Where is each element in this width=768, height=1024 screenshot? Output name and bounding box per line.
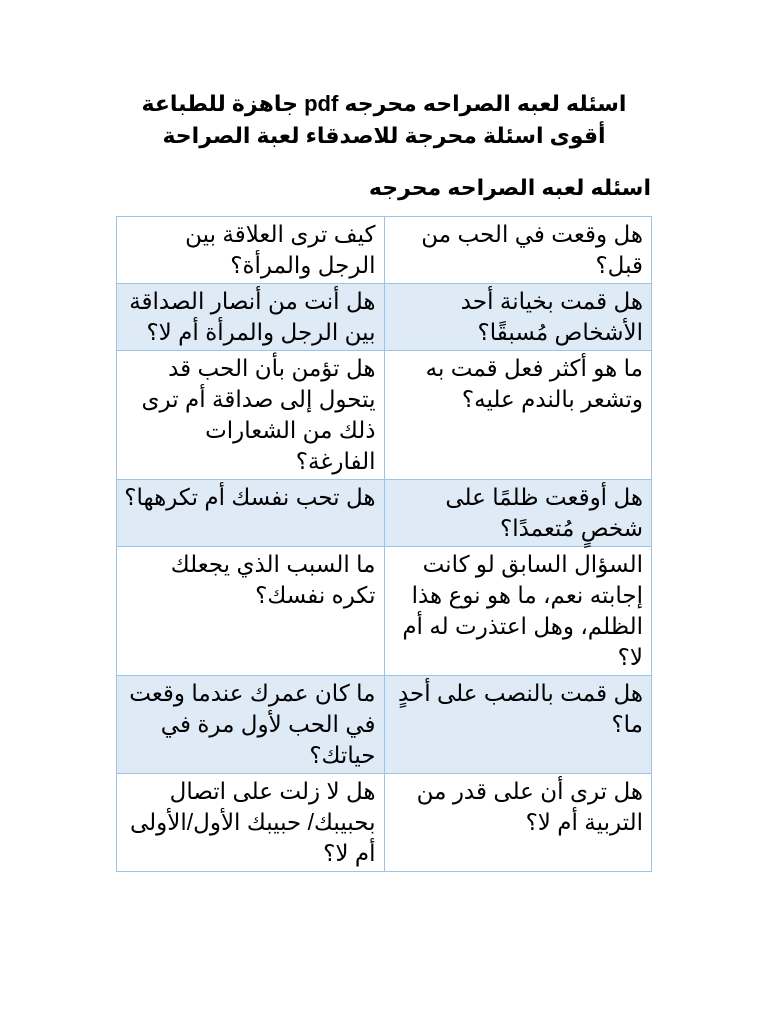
question-cell: هل لا زلت على اتصال بحبيبك/ حبيبك الأول/الأولى أم لا؟ [117,774,385,872]
question-cell: هل وقعت في الحب من قبل؟ [384,217,652,284]
question-cell: هل تؤمن بأن الحب قد يتحول إلى صداقة أم ترى ذلك من الشعارات الفارغة؟ [117,351,385,480]
question-cell: ما هو أكثر فعل قمت به وتشعر بالندم عليه؟ [384,351,652,480]
question-cell: هل أوقعت ظلمًا على شخصٍ مُتعمدًا؟ [384,480,652,547]
question-cell: كيف ترى العلاقة بين الرجل والمرأة؟ [117,217,385,284]
document-title-line-2: أقوى اسئلة محرجة للاصدقاء لعبة الصراحة [162,123,606,148]
questions-table [116,216,652,872]
question-cell: هل قمت بالنصب على أحدٍ ما؟ [384,676,652,774]
table-row [117,774,652,872]
table-row [117,351,652,480]
table-row [117,284,652,351]
question-cell: هل أنت من أنصار الصداقة بين الرجل والمرأة أم لا؟ [117,284,385,351]
question-cell: ما السبب الذي يجعلك تكره نفسك؟ [117,547,385,676]
table-row [117,217,652,284]
document-title-line-1: اسئله لعبه الصراحه محرجه pdf جاهزة للطباعة [141,91,627,116]
question-cell: هل تحب نفسك أم تكرهها؟ [117,480,385,547]
table-row [117,547,652,676]
question-cell: ما كان عمرك عندما وقعت في الحب لأول مرة في حياتك؟ [117,676,385,774]
question-cell: هل قمت بخيانة أحد الأشخاص مُسبقًا؟ [384,284,652,351]
table-row [117,480,652,547]
section-heading: اسئله لعبه الصراحه محرجه [368,175,651,200]
question-cell: هل ترى أن على قدر من التربية أم لا؟ [384,774,652,872]
question-cell: السؤال السابق لو كانت إجابته نعم، ما هو نوع هذا الظلم، وهل اعتذرت له أم لا؟ [384,547,652,676]
table-row [117,676,652,774]
